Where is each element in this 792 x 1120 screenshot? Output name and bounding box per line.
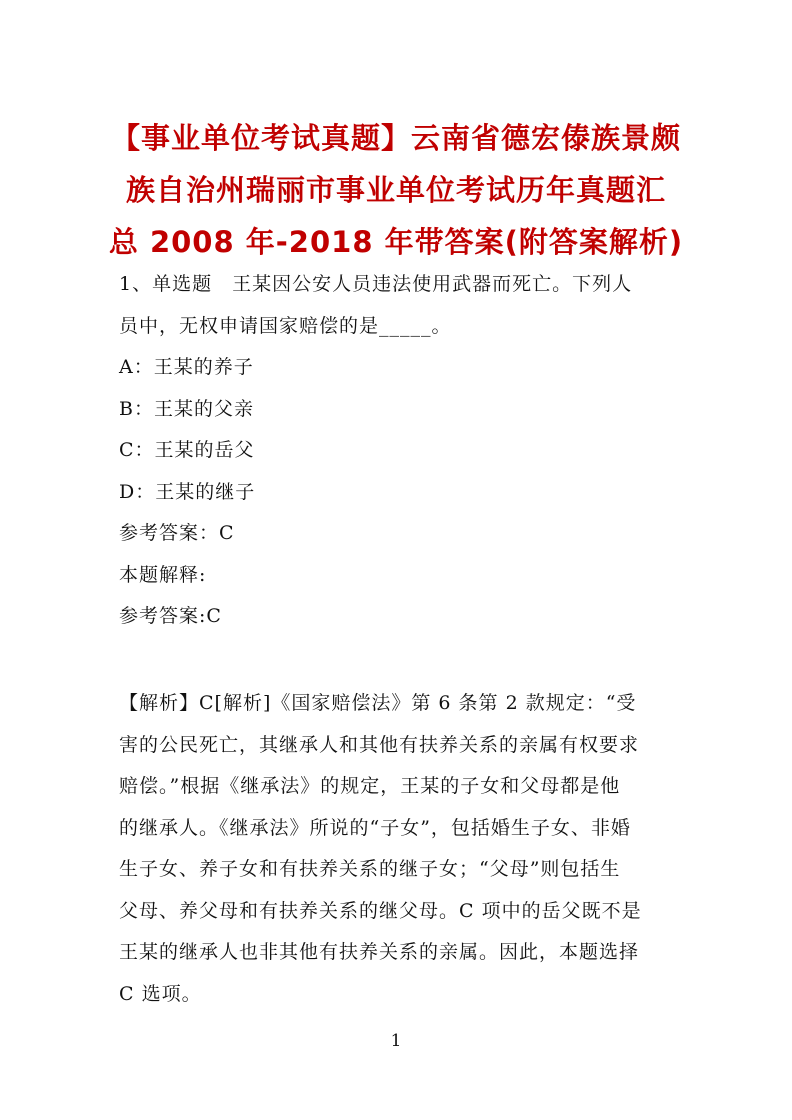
question-text-line-1: 1、单选题 王某因公安人员违法使用武器而死亡。下列人: [119, 273, 633, 295]
document-title: [100, 112, 692, 268]
title-line-1: 【事业单位考试真题】云南省德宏傣族景颇: [110, 121, 681, 155]
question-text-line-2: 员中，无权申请国家赔偿的是_____。: [119, 315, 452, 337]
analysis-line: 的继承人。《继承法》所说的“子女”，包括婚生子女、非婚: [119, 816, 631, 839]
option-c: C：王某的岳父: [119, 439, 255, 461]
title-line-2: 族自治州瑞丽市事业单位考试历年真题汇: [125, 173, 666, 207]
analysis-line: 【解析】C[解析]《国家赔偿法》第 6 条第 2 款规定：“受: [119, 692, 637, 714]
option-d: D：王某的继子: [119, 481, 256, 503]
analysis-line: 赔偿。”根据《继承法》的规定，王某的子女和父母都是他: [119, 775, 621, 797]
analysis-line: 生子女、养子女和有扶养关系的继子女；“父母”则包括生: [119, 858, 621, 880]
reference-answer-2: 参考答案:C: [119, 605, 222, 627]
title-line-3: 总 2008 年-2018 年带答案(附答案解析): [108, 225, 684, 259]
analysis-line: 害的公民死亡，其继承人和其他有扶养关系的亲属有权要求: [119, 733, 640, 756]
analysis-line: 王某的继承人也非其他有扶养关系的亲属。因此，本题选择: [119, 941, 640, 963]
analysis-paragraph: [119, 683, 679, 1015]
reference-answer: 参考答案：C: [119, 522, 235, 544]
explanation-label: 本题解释:: [119, 564, 207, 586]
page-number: 1: [390, 1031, 402, 1051]
option-b: B：王某的父亲: [119, 398, 254, 420]
analysis-line: 父母、养父母和有扶养关系的继父母。C 项中的岳父既不是: [119, 899, 642, 922]
analysis-line: C 选项。: [119, 982, 202, 1005]
option-a: A：王某的养子: [119, 356, 254, 378]
